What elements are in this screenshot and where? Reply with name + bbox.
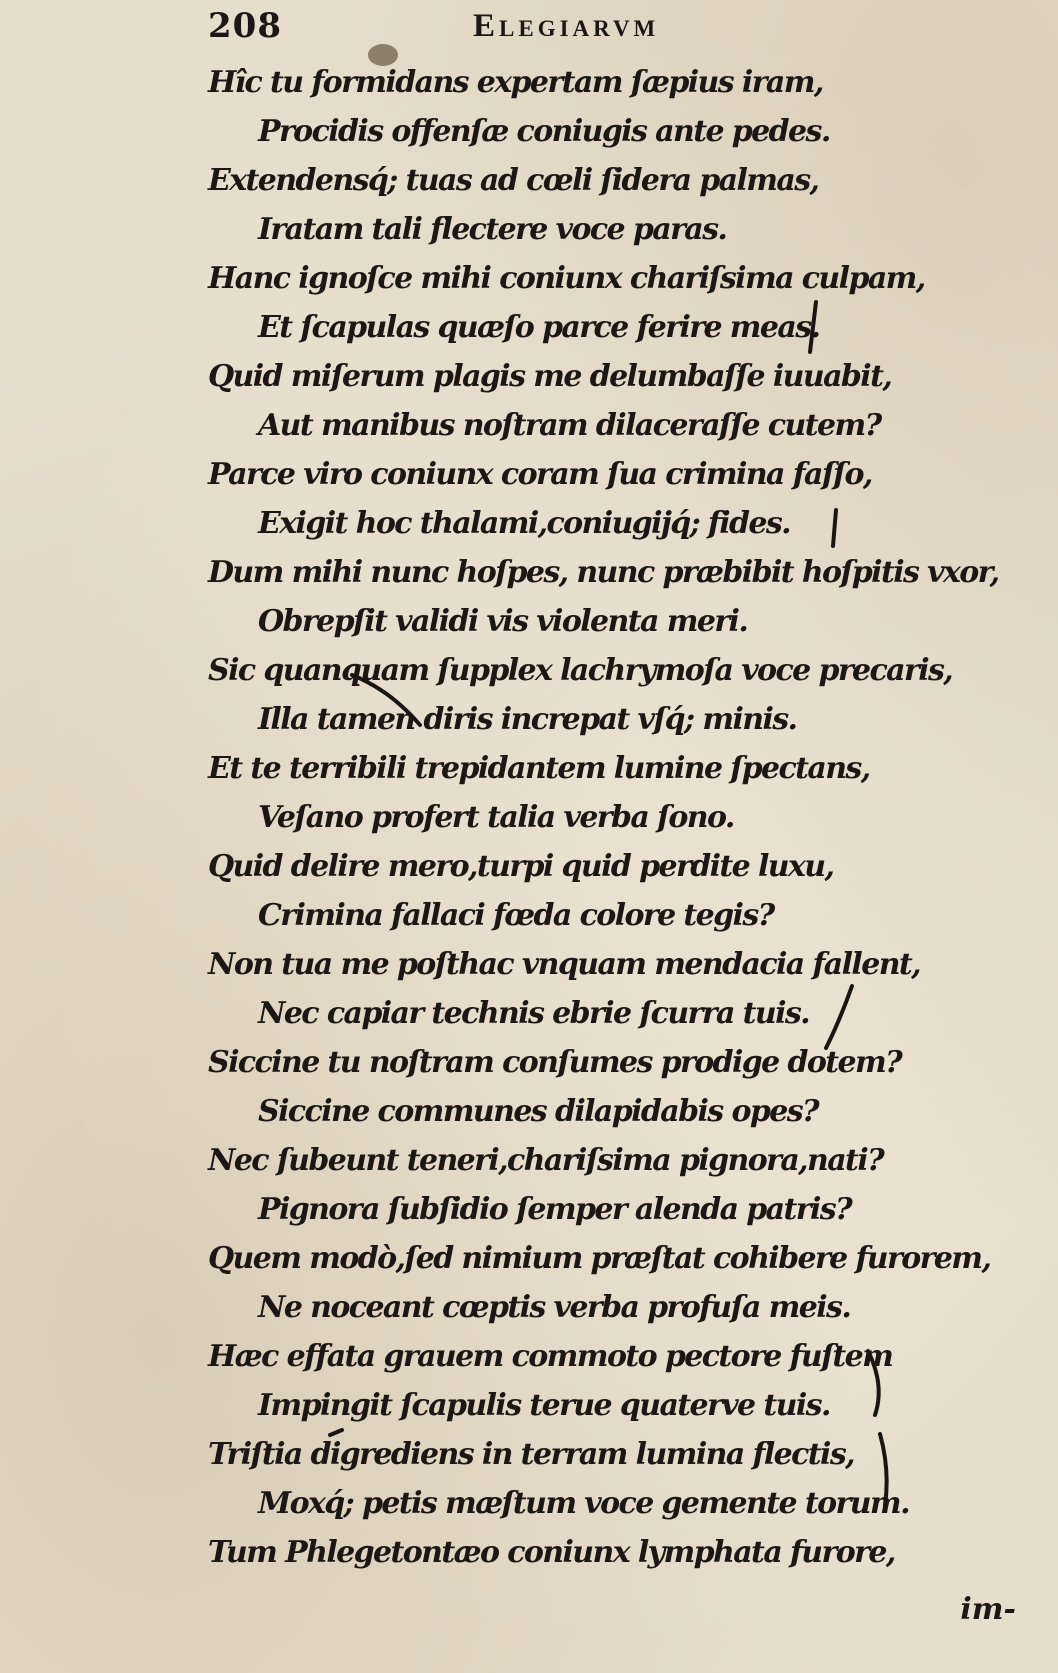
verse-line: Crimina fallaci fœda colore tegis? xyxy=(258,898,774,933)
verse-line: Iratam tali flectere voce paras. xyxy=(258,212,727,247)
verse-line: Et te terribili trepidantem lumine ſpectans, xyxy=(208,751,870,786)
verse-line: Procidis offenſæ coniugis ante pedes. xyxy=(258,114,830,149)
verse-line: Non tua me poſthac vnquam mendacia fallent, xyxy=(208,947,921,982)
page-number: 208 xyxy=(208,6,282,46)
page-header xyxy=(208,6,828,46)
verse-line: Quem modò,ſed nimium præſtat cohibere furorem, xyxy=(208,1241,991,1276)
verse-line: Tum Phlegetontæo coniunx lymphata furore, xyxy=(208,1535,895,1570)
verse-line: Nec ſubeunt teneri,chariſsima pignora,nati? xyxy=(208,1143,884,1178)
verse-line: Obrepſit validi vis violenta meri. xyxy=(258,604,748,639)
verse-line: Sic quanquam ſupplex lachrymoſa voce precaris, xyxy=(208,653,953,688)
verse-line: Et ſcapulas quæſo parce ferire meas. xyxy=(258,310,820,345)
catchword: im- xyxy=(960,1592,1016,1627)
verse-line: Extendensq́; tuas ad cœli ſidera palmas, xyxy=(208,163,819,198)
verse-line: Exigit hoc thalami,coniugijq́; fides. xyxy=(258,506,790,541)
verse-line: Moxq́; petis mæſtum voce gemente torum. xyxy=(258,1486,909,1521)
verse-line: Hanc ignoſce mihi coniunx chariſsima culpam, xyxy=(208,261,925,296)
poem-text xyxy=(208,58,1008,1577)
verse-line: Aut manibus noſtram dilaceraſſe cutem? xyxy=(258,408,881,443)
verse-line: Siccine communes dilapidabis opes? xyxy=(258,1094,818,1129)
verse-line: Triſtia digrediens in terram lumina flectis, xyxy=(208,1437,854,1472)
verse-line: Impingit ſcapulis terue quaterve tuis. xyxy=(258,1388,830,1423)
verse-line: Hæc effata grauem commoto pectore fuſtem xyxy=(208,1339,893,1374)
verse-line: Parce viro coniunx coram ſua crimina faſſo, xyxy=(208,457,872,492)
verse-line: Quid miſerum plagis me delumbaſſe iuuabit, xyxy=(208,359,892,394)
verse-line: Hîc tu formidans expertam ſæpius iram, xyxy=(208,65,823,100)
verse-line: Siccine tu noſtram conſumes prodige dotem? xyxy=(208,1045,902,1080)
running-head: Elegiarvm xyxy=(473,8,660,44)
verse-line: Dum mihi nunc hoſpes, nunc præbibit hoſpitis vxor, xyxy=(208,555,999,590)
verse-line: Pignora ſubſidio ſemper alenda patris? xyxy=(258,1192,852,1227)
verse-line: Illa tamen diris increpat vſq́; minis. xyxy=(258,702,797,737)
verse-line: Veſano profert talia verba ſono. xyxy=(258,800,734,835)
verse-line: Ne noceant cœptis verba profuſa meis. xyxy=(258,1290,851,1325)
verse-line: Nec capiar technis ebrie ſcurra tuis. xyxy=(258,996,810,1031)
verse-line: Quid delire mero,turpi quid perdite luxu, xyxy=(208,849,834,884)
